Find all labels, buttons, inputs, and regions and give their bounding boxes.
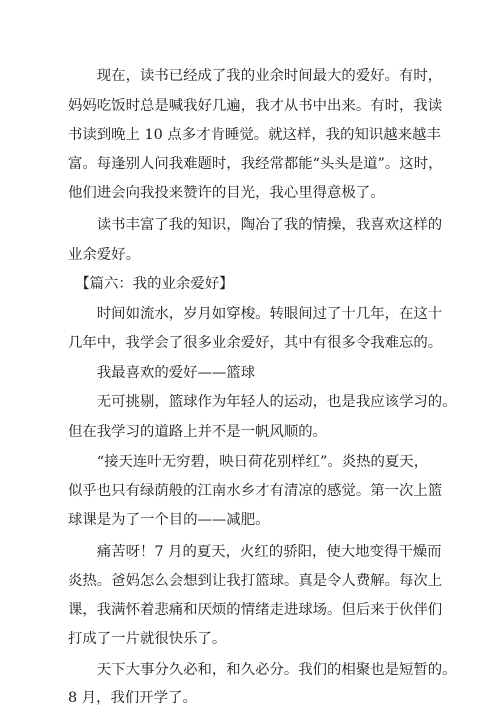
text-line: 球课是为了一个目的——减肥。 [68, 512, 270, 528]
section-heading: 【篇六：我的业余爱好】 [68, 276, 234, 292]
text-line: 无可挑剔，篮球作为年轻人的运动，也是我应该学习的。 [68, 394, 457, 410]
subheading: 我最喜欢的爱好——篮球 [68, 365, 256, 381]
text-line: 课，我满怀着悲痛和厌烦的情绪走进球场。但后来于伙伴们 [68, 602, 443, 618]
text-line: 业余爱好。 [68, 247, 140, 263]
text-line: 痛苦呀！7 月的夏天，火红的骄阳，使大地变得干燥而 [68, 544, 442, 560]
text-line: 时间如流水，岁月如穿梭。转眼间过了十几年，在这十 [68, 306, 443, 322]
text-line: 富。每逢别人问我难题时，我经常都能“头头是道”。这时， [68, 156, 443, 172]
text-line: 现在，读书已经成了我的业余时间最大的爱好。有时， [68, 68, 443, 84]
text-line: 似乎也只有绿荫般的江南水乡才有清凉的感觉。第一次上篮 [68, 483, 443, 499]
text-line: 读书丰富了我的知识，陶冶了我的情操，我喜欢这样的 [68, 217, 443, 233]
text-line: “接天连叶无穷碧，映日荷花别样红”。炎热的夏天， [68, 454, 429, 470]
text-line: 几年中，我学会了很多业余爱好，其中有很多令我难忘的。 [68, 335, 443, 351]
text-line: 炎热。爸妈怎么会想到让我打篮球。真是令人费解。每次上 [68, 573, 443, 589]
text-line: 天下大事分久必和，和久必分。我们的相聚也是短暂的。 [68, 662, 457, 678]
text-line: 妈妈吃饭时总是喊我好几遍，我才从书中出来。有时，我读 [68, 98, 443, 114]
text-line: 他们进会向我投来赞许的目光，我心里得意极了。 [68, 185, 385, 201]
text-line: 打成了一片就很快乐了。 [68, 631, 227, 647]
text-line: 8 月，我们开学了。 [68, 690, 197, 706]
text-line: 书读到晚上 10 点多才肯睡觉。就这样，我的知识越来越丰 [68, 127, 441, 143]
text-line: 但在我学习的道路上并不是一帆风顺的。 [68, 424, 328, 440]
